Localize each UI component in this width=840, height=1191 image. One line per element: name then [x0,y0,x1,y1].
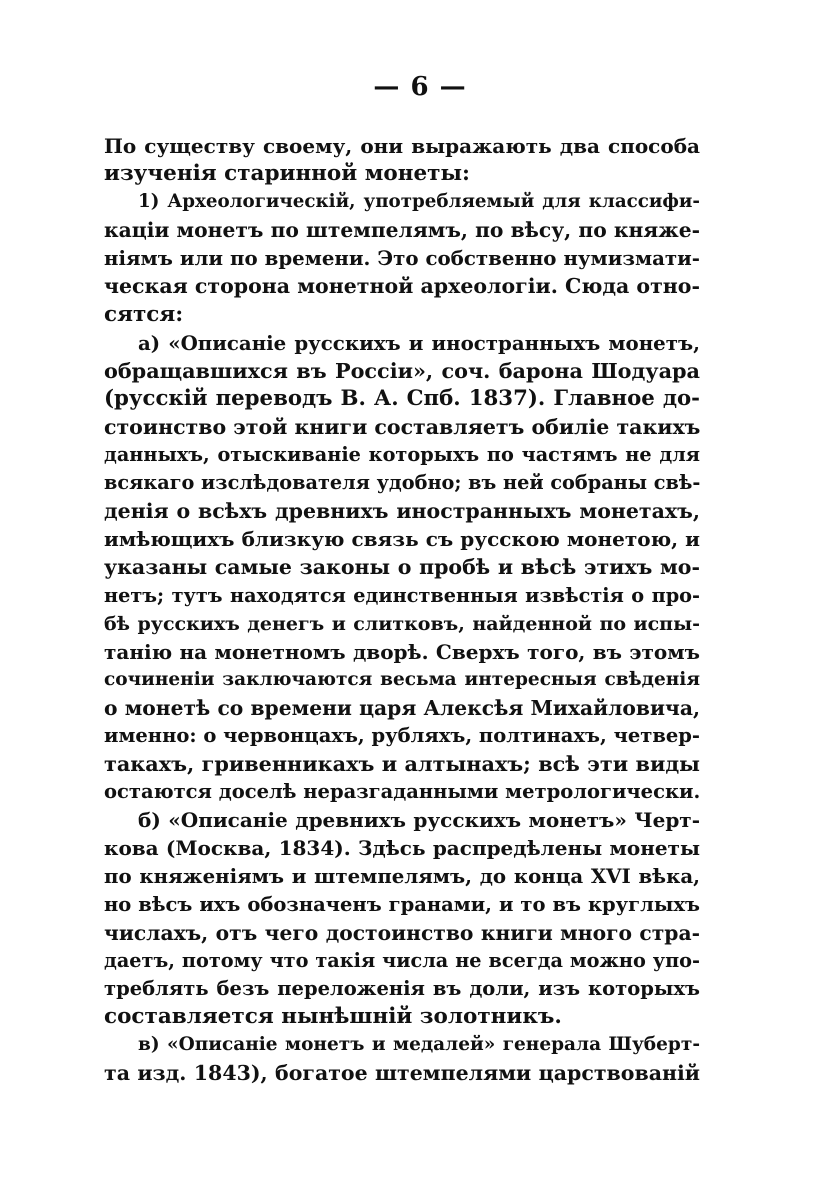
text-line: По существу своему, они выражають два способа [104,134,700,158]
text-line: стоинство этой книги составляетъ обиліе такихъ [104,414,701,439]
text-line: по княженіямъ и штемпелямъ, до конца XVI вѣка, [104,864,700,889]
text-line: всякаго изслѣдователя удобно; въ ней собраны свѣ- [104,471,701,495]
text-line: кова (Москва, 1834). Здѣсь распредѣлены монеты [104,836,700,861]
text-line: о монетѣ со времени царя Алексѣя Михайловича, [104,695,700,720]
text-line: именно: о червонцахъ, рубляхъ, полтинахъ, четвер- [104,723,701,747]
text-line: такахъ, гривенникахъ и алтынахъ; всѣ эти виды [104,752,700,777]
text-line: сятся: [104,301,184,327]
text-line: сочиненіи заключаются весьма интересныя свѣденія [104,668,700,690]
text-line: составляется нынѣшній золотникъ. [104,1003,562,1029]
text-line: каціи монетъ по штемпелямъ, по вѣсу, по княже- [104,218,700,243]
text-line: но вѣсъ ихъ обозначенъ гранами, и то въ круглыхъ [104,892,700,916]
text-line: ніямъ или по времени. Это собственно нумизмати- [104,246,700,271]
text-line: треблять безъ переложенія въ доли, изъ которыхъ [104,976,700,1000]
text-line: бѣ русскихъ денегъ и слитковъ, найденной по испы- [104,612,700,635]
text-line: денія о всѣхъ древнихъ иностранныхъ монетахъ, [104,499,700,524]
body-text [104,132,700,1087]
text-line: (русскій переводъ В. А. Спб. 1837). Главное до- [104,385,700,411]
text-line: та изд. 1843), богатое штемпелями царствованій [104,1061,700,1086]
text-line: нетъ; тутъ находятся единственныя извѣстія о про- [104,583,700,607]
page-number: — 6 — [373,72,467,102]
text-line: ческая сторона монетной археологіи. Сюда отно- [104,274,700,299]
text-line: числахъ, отъ чего достоинство книги много стра- [104,920,700,945]
text-line: в) «Описаніе монетъ и медалей» генерала Шуберт- [138,1034,700,1055]
text-line: указаны самые законы о пробѣ и вѣсѣ этихъ мо- [104,555,700,580]
text-line: даетъ, потому что такія числа не всегда можно упо- [104,948,700,972]
text-line: изученія старинной монеты: [104,161,470,187]
text-line: а) «Описаніе русскихъ и иностранныхъ монетъ, [138,330,700,355]
text-line: данныхъ, отыскиваніе которыхъ по частямъ не для [104,443,700,467]
text-line: танію на монетномъ дворѣ. Сверхъ того, въ этомъ [104,639,700,664]
text-line: остаются доселѣ неразгаданными метрологически. [104,780,701,804]
text-line: 1) Археологическій, употребляемый для классифи- [138,191,700,213]
text-line: б) «Описаніе древнихъ русскихъ монетъ» Черт- [138,808,700,833]
text-line: имѣющихъ близкую связь съ русскою монетою, и [104,527,700,552]
text-line: обращавшихся въ Россіи», соч. барона Шодуара [104,358,700,383]
